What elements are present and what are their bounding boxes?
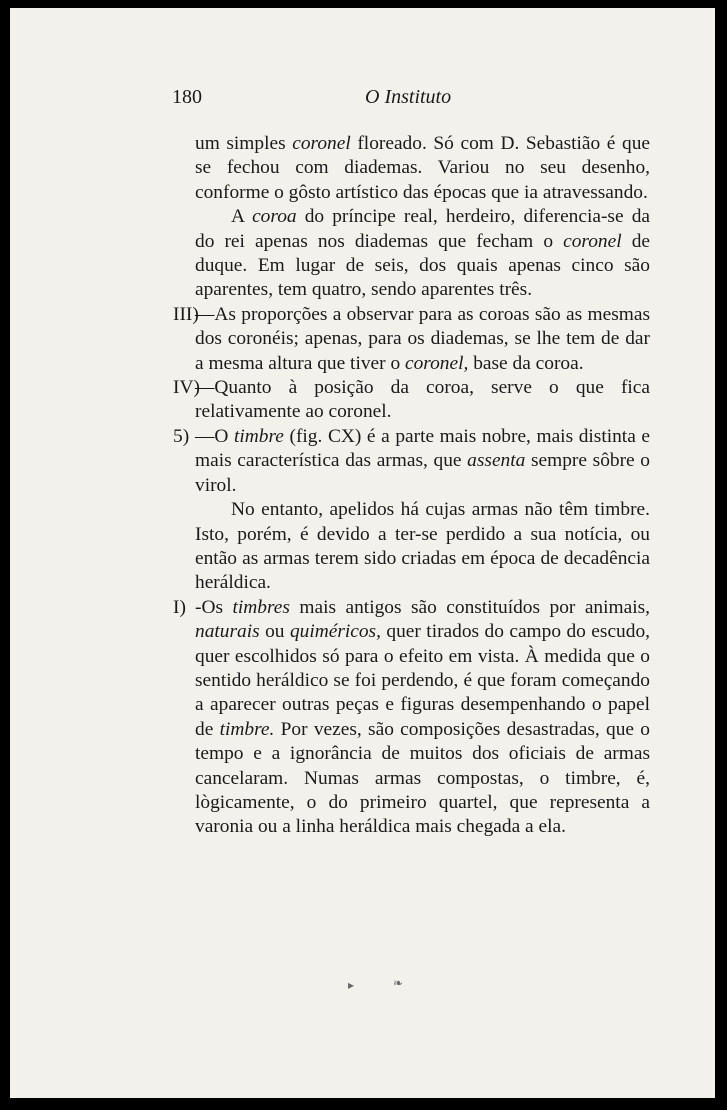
paragraph-5 bbox=[173, 425, 651, 498]
page-number: 180 bbox=[172, 86, 202, 108]
section-marker: III) bbox=[173, 303, 199, 325]
running-title: O Instituto bbox=[365, 86, 452, 108]
paragraph-6 bbox=[195, 498, 650, 596]
ink-speck: ▸ bbox=[348, 978, 355, 992]
text-run: A bbox=[231, 206, 253, 228]
section-marker: I) bbox=[173, 596, 186, 618]
italic-term: timbre bbox=[234, 425, 284, 447]
text-run: —O bbox=[195, 425, 234, 447]
text-run: floreado. Só com D. Sebastião é que se fechou com diademas. Variou no seu desenho, conforme o gôsto artístico das épocas que ia atravessando. bbox=[195, 133, 651, 203]
italic-term: coronel bbox=[563, 230, 622, 252]
paragraph-4 bbox=[173, 376, 650, 425]
italic-term: timbre. bbox=[219, 718, 275, 740]
paragraph-3 bbox=[173, 303, 650, 376]
text-run: base da coroa. bbox=[468, 352, 584, 374]
italic-term: naturais bbox=[195, 621, 260, 643]
text-run: ou bbox=[259, 621, 290, 643]
text-run: Por vezes, são composições desastradas, que o tempo e a ignorância de muitos dos oficiais de armas cancelaram. Numas armas compostas, o timbre, é, lògicamente, o do primeiro quartel, que representa a varonia ou a linha heráldica mais chegada a ela. bbox=[195, 718, 650, 838]
ink-speck: ❧ bbox=[393, 976, 404, 990]
body-text bbox=[173, 132, 651, 840]
section-marker: 5) bbox=[173, 425, 190, 447]
paragraph-1 bbox=[195, 132, 650, 205]
italic-term: quiméricos, bbox=[289, 621, 381, 643]
italic-term: coronel, bbox=[404, 352, 469, 374]
italic-term: assenta bbox=[467, 450, 526, 472]
italic-term: timbres bbox=[232, 596, 290, 618]
text-run: —As proporções a observar para as coroas são as mesmas dos coronéis; apenas, para os diademas, se lhe tem de dar a mesma altura que tiver o bbox=[195, 303, 650, 374]
italic-term: coroa bbox=[252, 206, 297, 228]
book-page bbox=[10, 8, 715, 1098]
text-run: No entanto, apelidos há cujas armas não têm timbre. Isto, porém, é devido a ter-se perdido a sua notícia, ou então as armas terem sido criadas em época de decadência heráldica. bbox=[195, 499, 650, 594]
section-marker: IV) bbox=[173, 377, 200, 399]
text-run: do príncipe real, herdeiro, diferencia-se da do rei apenas nos diademas que fecham o bbox=[195, 206, 651, 252]
text-run: -Os bbox=[195, 596, 233, 618]
text-run: —Quanto à posição da coroa, serve o que fica relativamente ao coronel. bbox=[195, 377, 650, 423]
text-run: um simples bbox=[195, 133, 293, 154]
page-header bbox=[10, 86, 715, 116]
text-run: quer tirados do campo do escudo, quer escolhidos só para o efeito em vista. À medida que o sentido heráldico se foi perdendo, é que foram começando a aparecer outras peças e figuras desempenhando o papel de bbox=[195, 621, 650, 740]
text-run: de duque. Em lugar de seis, dos quais apenas cinco são aparentes, tem quatro, sendo aparentes três. bbox=[195, 230, 651, 301]
paragraph-2 bbox=[195, 205, 650, 303]
italic-term: coronel bbox=[292, 133, 351, 154]
text-run: sempre sôbre o virol. bbox=[195, 450, 651, 496]
paragraph-7 bbox=[173, 596, 650, 840]
text-run: mais antigos são constituídos por animais, bbox=[289, 596, 650, 618]
text-run: (fig. CX) é a parte mais nobre, mais distinta e mais característica das armas, que bbox=[195, 425, 651, 472]
